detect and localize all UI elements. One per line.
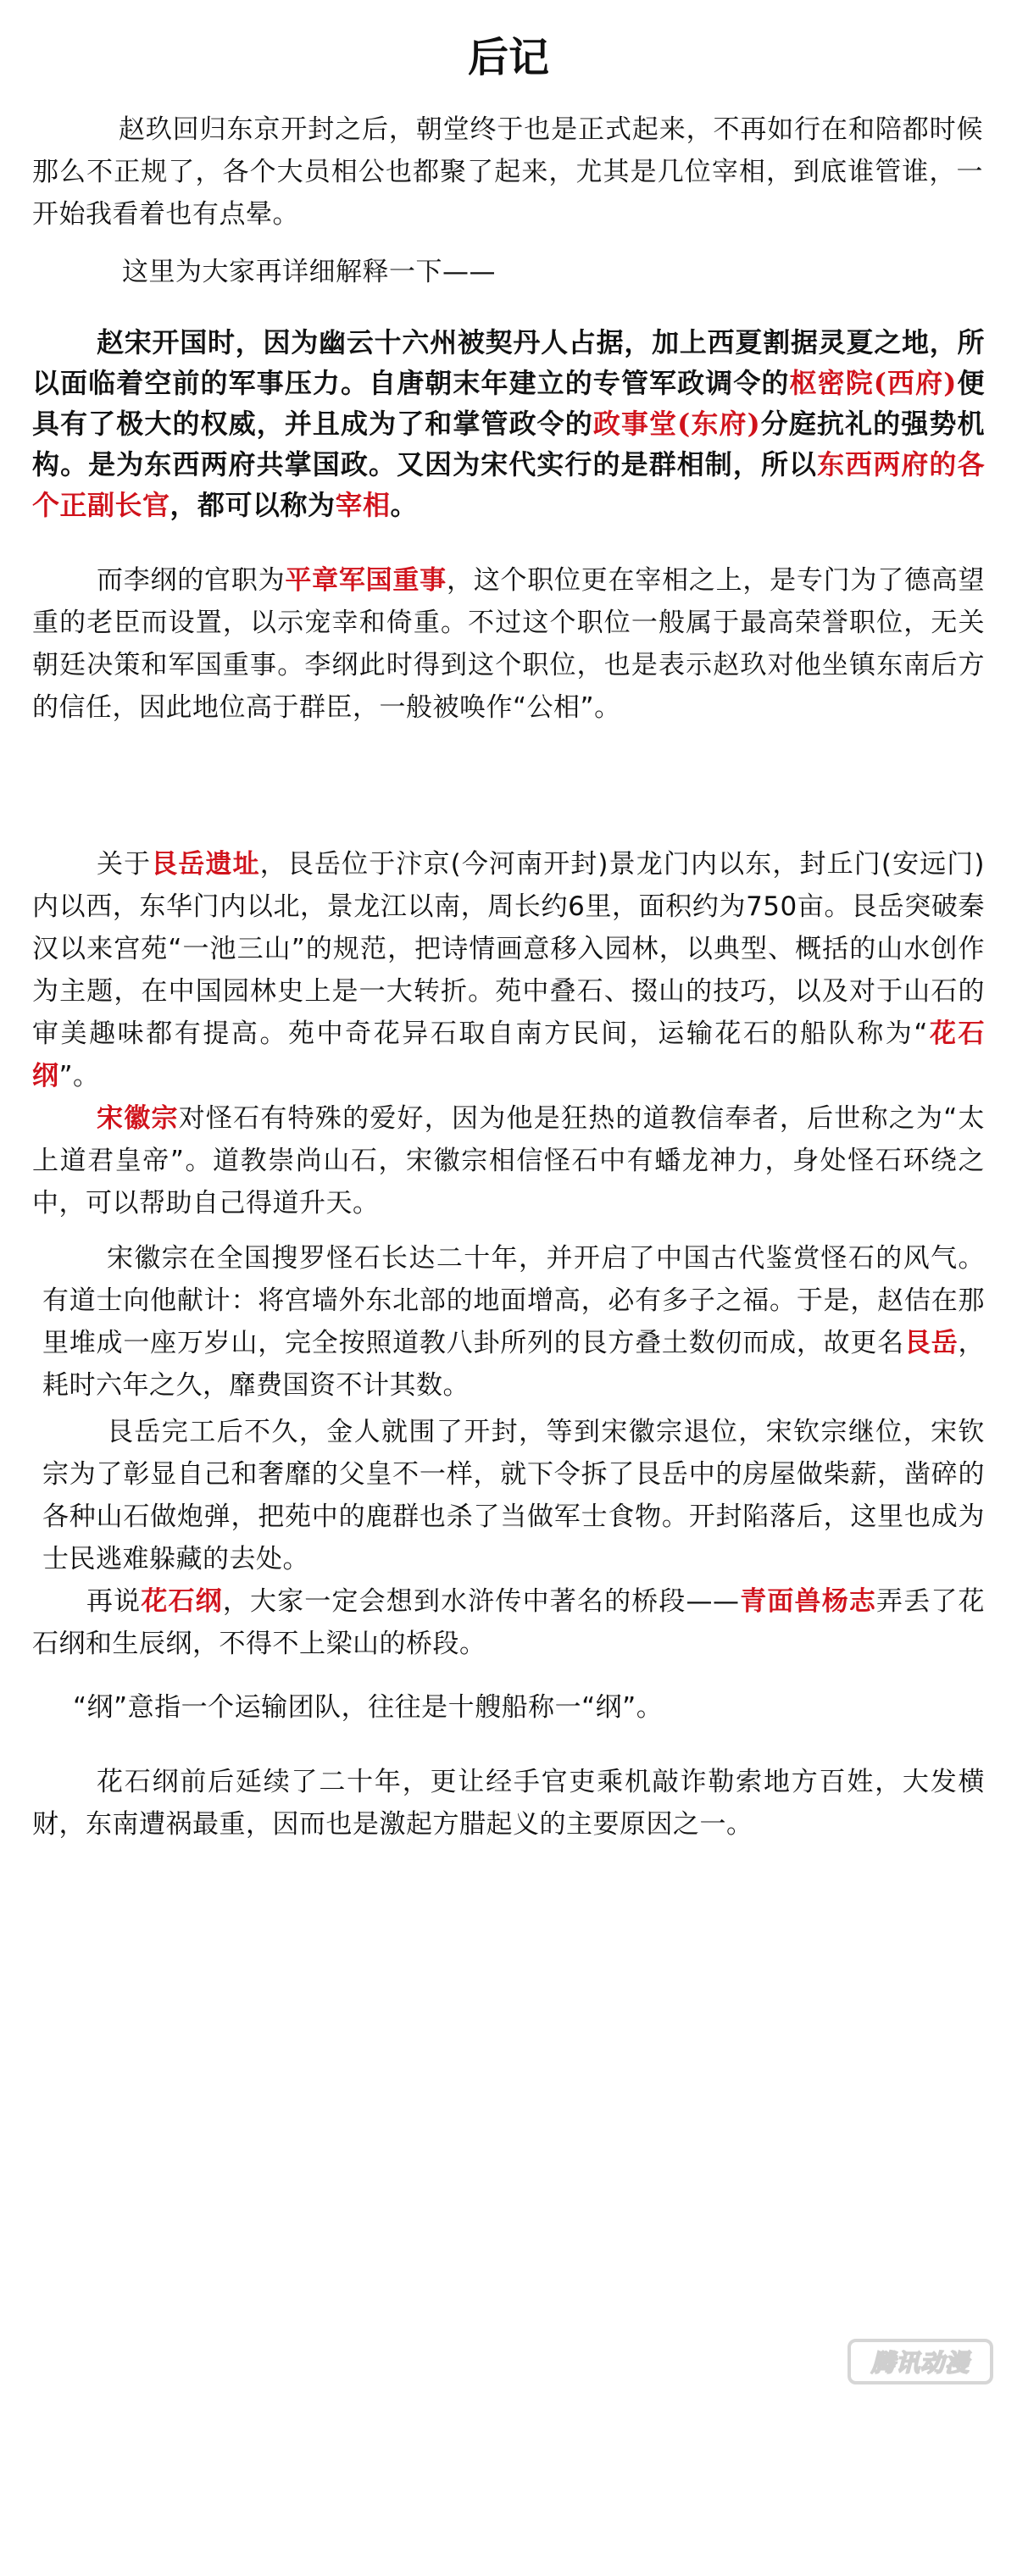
paragraph-rock-collection: 宋徽宗在全国搜罗怪石长达二十年，并开启了中国古代鉴赏怪石的风气。有道士向他献计：将宫墙外东北部的地面增高，必有多子之福。于是，赵佶在那里堆成一座万岁山，完全按照道教八卦所列的艮方叠土数仞而成，故更名艮岳，耗时六年之久，靡费国资不计其数。 xyxy=(42,1243,985,1401)
paragraph-explain-lead xyxy=(32,251,983,293)
paragraph-genyue-fate-text: 艮岳完工后不久，金人就围了开封，等到宋徽宗退位，宋钦宗继位，宋钦宗为了彰显自己和奢靡的父皇不一样，就下令拆了艮岳中的房屋做柴薪，凿碎的各种山石做炮弹，把苑中的鹿群也杀了当做军士食物。开封陷落后，这里也成为士民逃难躲藏的去处。 xyxy=(42,1417,985,1574)
paragraph-gang-meaning-text: “纲”意指一个运输团队，往往是十艘船称一“纲”。 xyxy=(73,1692,664,1723)
term-huizong: 宋徽宗 xyxy=(97,1103,179,1134)
term-zhengshitang: 政事堂(东府) xyxy=(592,408,761,440)
paragraph-fang-la xyxy=(32,1761,985,1846)
paragraph-water-margin: 再说花石纲，大家一定会想到水浒传中著名的桥段——青面兽杨志弄丢了花石纲和生辰纲，不得不上梁山的桥段。 xyxy=(32,1586,986,1659)
term-zaixiang: 宰相 xyxy=(335,489,391,521)
page-title: 后记 xyxy=(467,34,549,81)
paragraph-genyue-fate xyxy=(42,1411,985,1580)
paragraph-genyue-site: 关于艮岳遗址，艮岳位于汴京(今河南开封)景龙门内以东，封丘门(安远门)内以西，东华门内以北，景龙江以南，周长约6里，面积约为750亩。艮岳突破秦汉以来宫苑“一池三山”的规范，把诗情画意移入园林，以典型、概括的山水创作为主题，在中国园林史上是一大转折。苑中叠石、掇山的技巧，以及对于山石的审美趣味都有提高。苑中奇花异石取自南方民间，运输花石的船队称为“花石纲”。 xyxy=(32,849,986,1091)
paragraph-explain-lead-text: 这里为大家再详细解释一下—— xyxy=(122,257,496,287)
paragraph-fang-la-text: 花石纲前后延续了二十年，更让经手官吏乘机敲诈勒索地方百姓，大发横财，东南遭祸最重，因而也是激起方腊起义的主要原因之一。 xyxy=(32,1767,985,1840)
watermark-text: 腾讯动漫 xyxy=(870,2349,970,2377)
term-huashigang-2: 花石纲 xyxy=(141,1586,223,1617)
term-huashigang: 花石纲 xyxy=(32,1019,986,1091)
term-pingzhang: 平章军国重事 xyxy=(285,565,447,596)
term-genyue-site: 艮岳遗址 xyxy=(151,849,260,880)
paragraph-li-gang: 而李纲的官职为平章军国重事，这个职位更在宰相之上，是专门为了德高望重的老臣而设置，以示宠幸和倚重。不过这个职位一般属于最高荣誉职位，无关朝廷决策和军国重事。李纲此时得到这个职位，也是表示赵玖对他坐镇东南后方的信任，因此地位高于群臣，一般被唤作“公相”。 xyxy=(32,565,985,723)
term-shumiyuan: 枢密院(西府) xyxy=(789,367,957,399)
paragraph-huizong-rocks: 宋徽宗对怪石有特殊的爱好，因为他是狂热的道教信奉者，后世称之为“太上道君皇帝”。道教崇尚山石，宋徽宗相信怪石中有蟠龙神力，身处怪石环绕之中，可以帮助自己得道升天。 xyxy=(32,1103,986,1219)
tencent-comic-watermark-logo xyxy=(848,2339,993,2384)
term-two-courts-officials: 东西两府的各个正副长官 xyxy=(32,448,985,521)
paragraph-two-courts: 赵宋开国时，因为幽云十六州被契丹人占据，加上西夏割据灵夏之地，所以面临着空前的军事压力。自唐朝末年建立的专管军政调令的枢密院(西府)便具有了极大的权威，并且成为了和掌管政令的政事堂(东府)分庭抗礼的强势机构。是为东西两府共掌国政。又因为宋代实行的是群相制，所以东西两府的各个正副长官，都可以称为宰相。 xyxy=(32,326,985,521)
paragraph-intro xyxy=(32,108,983,236)
paragraph-intro-text: 赵玖回归东京开封之后，朝堂终于也是正式起来，不再如行在和陪都时候那么不正规了，各个大员相公也都聚了起来，尤其是几位宰相，到底谁管谁，一开始我看着也有点晕。 xyxy=(32,114,983,230)
term-yang-zhi: 青面兽杨志 xyxy=(739,1586,877,1617)
paragraph-gang-meaning xyxy=(32,1686,985,1729)
term-genyue: 艮岳 xyxy=(903,1328,959,1358)
